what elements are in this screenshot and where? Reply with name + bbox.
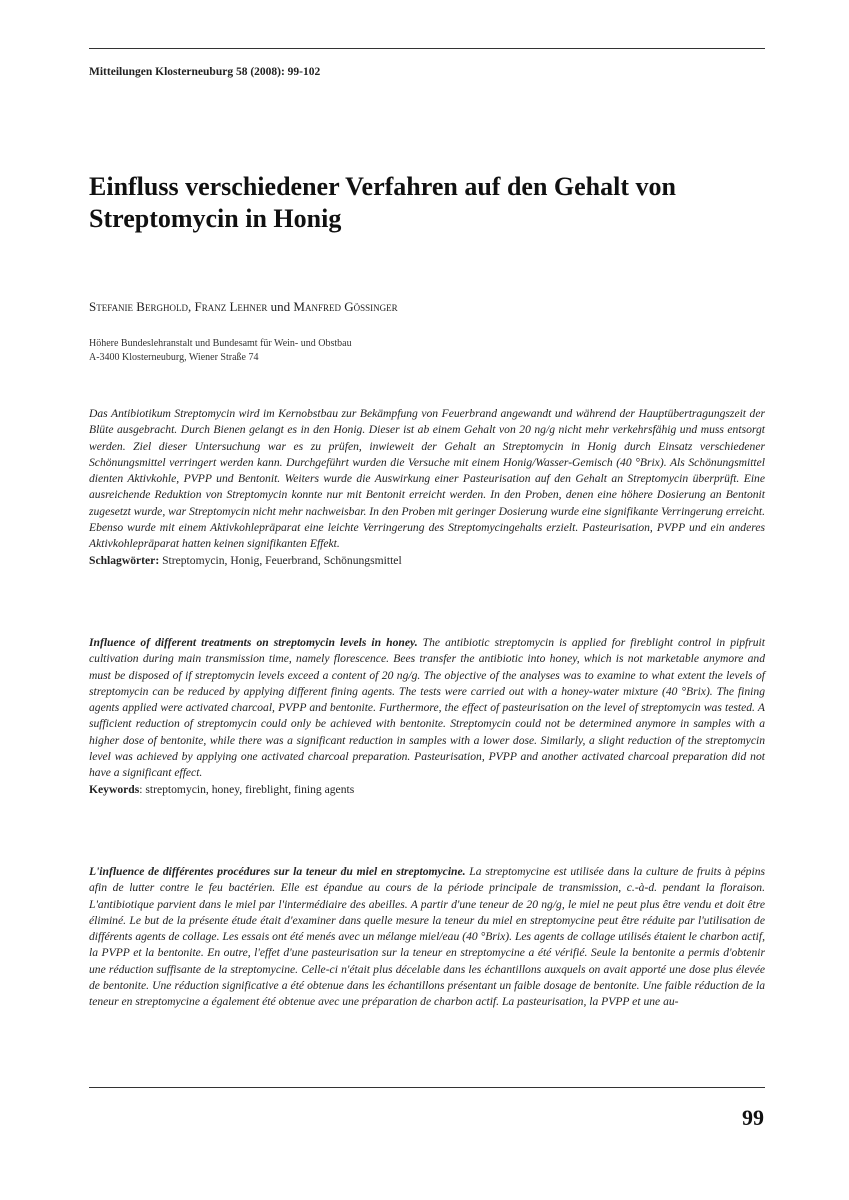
abstract-german	[89, 406, 765, 569]
affiliation-address: A-3400 Klosterneuburg, Wiener Straße 74	[89, 352, 259, 363]
keywords-text: : streptomycin, honey, fireblight, fining agents	[139, 782, 355, 796]
affiliation-institution: Höhere Bundeslehranstalt und Bundesamt für Wein- und Obstbau	[89, 338, 352, 349]
abstract-text: The antibiotic streptomycin is applied for fireblight control in pipfruit cultivation during main transmission time, namely florescence. Bees transfer the antibiotic into honey, which is not marketable anymore and must be disposed of if streptomycin levels exceed a content of 20 ng/g. The objective of the analyses was to examine to what extent the levels of streptomycin can be reduced by applying different fining agents. The tests were carried out with a honey-water mixture (40 °Brix). The fining agents applied were activated charcoal, PVPP and bentonite. Furthermore, the effect of pasteurisation on the level of streptomycin was tested. A sufficient reduction of streptomycin could only be achieved with bentonite. Streptomycin could not be determined anymore in samples with a higher dose of bentonite, while there was a significant reduction in samples with a lower dose. Similarly, a slight reduction of the streptomycin level was achieved by applying one activated charcoal preparation. Pasteurisation, PVPP and another activated charcoal preparation did not have a significant effect.	[89, 636, 766, 780]
abstract-text: La streptomycine est utilisée dans la culture de fruits à pépins afin de lutter contre le feu bactérien. Elle est épandue au cours de la période principale de transmission, c.-à-d. pendant la floraison. L'antibiotique parvient dans le miel par l'intermédiaire des abeilles. A partir d'une teneur de 20 ng/g, le miel ne peut plus être vendu et doit être éliminé. Le but de la présente étude était d'examiner dans quelle mesure la teneur du miel en streptomycine peut être réduite par l'utilisation de différents agents de collage. Les essais ont été menés avec un mélange miel/eau (40 °Brix). Les agents de collage utilisés étaient le charbon actif, la PVPP et la bentonite. En outre, l'effet d'une pasteurisation sur la teneur en streptomycine a été vérifié. Seule la bentonite a permis d'obtenir une réduction suffisante de la streptomycine. Celle-ci n'était plus décelable dans les échantillons auxquels on avait apporté une dose plus élevée de bentonite. Une réduction significative a été obtenue dans les échantillons présentant un faible dosage de bentonite. Une faible réduction de la teneur en streptomycine a également été obtenue avec une préparation de charbon actif. La pasteurisation, la PVPP et une au-	[89, 865, 765, 1009]
author-list	[89, 299, 398, 315]
journal-citation: Mitteilungen Klosterneuburg 58 (2008): 99-102	[89, 66, 321, 78]
keywords-text: Streptomycin, Honig, Feuerbrand, Schönungsmittel	[159, 553, 402, 567]
abstract-heading: L'influence de différentes procédures sur la teneur du miel en streptomycine.	[89, 865, 466, 878]
author-name: Stefanie Berghold	[89, 299, 188, 314]
keywords-label: Keywords	[89, 782, 140, 796]
author-separator: und	[267, 299, 294, 314]
keywords-label: Schlagwörter:	[89, 553, 160, 567]
abstract-paragraph	[89, 864, 765, 1011]
article-title	[89, 171, 769, 235]
title-line-2: Streptomycin in Honig	[89, 204, 342, 233]
abstract-french	[89, 864, 765, 1011]
abstract-heading: Influence of different treatments on streptomycin levels in honey.	[89, 636, 418, 649]
author-name: Manfred Gössinger	[293, 299, 398, 314]
header-rule	[89, 48, 765, 49]
page-number: 99	[742, 1105, 764, 1130]
keywords-line	[89, 553, 765, 569]
author-name: Franz Lehner	[194, 299, 268, 314]
abstract-paragraph	[89, 635, 765, 782]
abstract-text: Das Antibiotikum Streptomycin wird im Kernobstbau zur Bekämpfung von Feuerbrand angewandt und während der Hauptübertragungszeit der Blüte ausgebracht. Durch Bienen gelangt es in den Honig. Dieser ist ab einem Gehalt von 20 ng/g nicht mehr verkehrsfähig und muss entsorgt werden. Ziel dieser Untersuchung war es zu prüfen, inwieweit der Gehalt an Streptomycin in Honig durch Einsatz verschiedener Schönungsmittel verringert werden kann. Durchgeführt wurden die Versuche mit einem Honig/Wasser-Gemisch (40 °Brix). Als Schönungsmittel dienten Aktivkohle, PVPP und Bentonit. Weiters wurde die Auswirkung einer Pasteurisation auf den Gehalt an Streptomycin überprüft. Eine ausreichende Reduktion von Streptomycin konnte nur mit Bentonit erreicht werden. In den Proben, denen eine höhere Dosierung an Bentonit zugesetzt wurde, war Streptomycin nicht mehr nachweisbar. In den Proben mit geringer Dosierung wurde eine signifikante Verringerung erreicht. Ebenso wurde mit einem Aktivkohlepräparat eine leichte Verringerung des Streptomycingehalts erzielt. Pasteurisation, PVPP und ein anderes Aktivkohlepräparat hatten keinen signifikanten Effekt.	[89, 407, 765, 551]
keywords-line	[89, 782, 765, 798]
title-line-1: Einfluss verschiedener Verfahren auf den Gehalt von	[89, 172, 676, 201]
author-separator: ,	[187, 299, 195, 314]
affiliation	[89, 337, 352, 365]
footer-rule	[89, 1087, 765, 1088]
abstract-english	[89, 635, 765, 798]
